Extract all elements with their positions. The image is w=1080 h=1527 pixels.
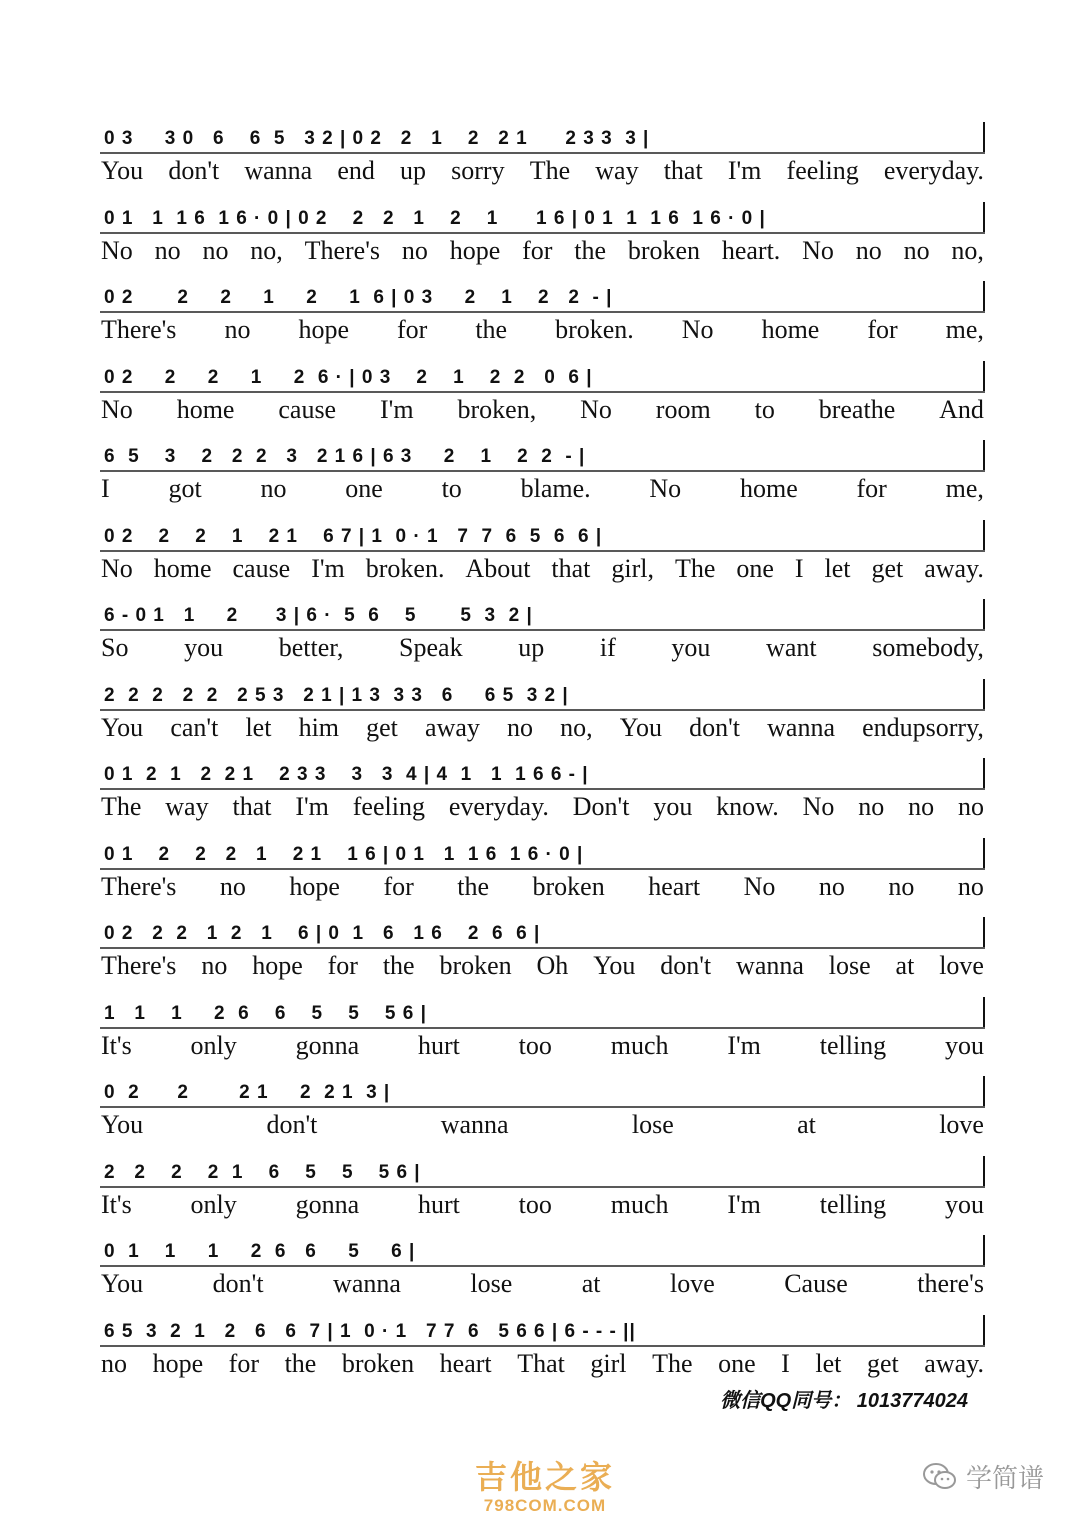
lyric-line <box>100 1110 985 1140</box>
lyric-word: away <box>425 712 480 742</box>
notation-text: 6 5 3 2 1 2 6 6 7 | 1 0 · 1 7 7 6 5 6 6 | 6 - - - || <box>104 1320 636 1342</box>
lyric-word: no <box>818 871 845 901</box>
lyric-word: love <box>669 1269 715 1298</box>
notation-line <box>100 438 985 472</box>
lyric-word: endupsorry, <box>862 712 984 742</box>
bar-line <box>983 758 985 788</box>
lyric-word: wanna <box>440 1110 509 1139</box>
lyric-word: home <box>176 394 235 424</box>
lyric-word: heart. <box>721 235 781 265</box>
lyric-word: lose <box>470 1269 513 1298</box>
lyric-word: for <box>228 1348 259 1378</box>
lyric-word: no <box>908 792 935 821</box>
lyric-word: for <box>396 315 428 344</box>
lyric-word: can't <box>170 712 219 742</box>
lyric-word: you <box>653 792 693 821</box>
lyric-word: you <box>945 1030 984 1060</box>
lyric-line <box>100 1349 985 1379</box>
score-system <box>100 597 985 675</box>
lyric-word: I'm <box>727 1030 761 1060</box>
lyric-word: No <box>101 553 133 583</box>
lyric-word: somebody, <box>872 633 984 662</box>
lyric-word: me, <box>945 315 984 344</box>
bar-line <box>983 281 985 311</box>
lyric-word: way <box>165 792 209 821</box>
beam-underline <box>100 1027 985 1029</box>
notation-text: 0 2 2 2 1 2 1 6 7 | 1 0 · 1 7 7 6 5 6 6 | <box>104 525 603 547</box>
lyric-line <box>100 554 985 584</box>
notation-text: 0 1 1 1 6 1 6 · 0 | 0 2 2 2 1 2 1 1 6 | 0 1 1 1 6 1 6 · 0 | <box>104 207 766 229</box>
lyric-word: no <box>260 474 287 503</box>
score-system <box>100 1313 985 1391</box>
lyric-word: love <box>939 1110 984 1139</box>
lyric-word: No <box>580 394 612 424</box>
lyric-word: for <box>383 871 414 901</box>
lyric-line <box>100 315 985 345</box>
notation-line <box>100 1233 985 1267</box>
lyric-word: no, <box>560 712 593 742</box>
notation-text: 0 1 1 1 2 6 6 5 6 | <box>104 1241 416 1262</box>
bar-line <box>983 599 985 629</box>
bar-line <box>983 679 985 709</box>
beam-underline <box>100 152 985 154</box>
lyric-word: I <box>781 1348 790 1378</box>
notation-line <box>100 1313 985 1347</box>
lyric-word: sorry <box>451 156 505 185</box>
bar-line <box>983 440 985 470</box>
lyric-word: So <box>101 633 129 662</box>
lyric-word: much <box>610 1030 669 1060</box>
beam-underline <box>100 550 985 552</box>
lyric-word: hope <box>449 235 501 265</box>
lyric-line <box>100 1269 985 1299</box>
notation-text: 6 - 0 1 1 2 3 | 6 · 5 6 5 5 3 2 | <box>104 605 533 626</box>
lyric-word: him <box>298 712 340 742</box>
lyric-word: get <box>866 1348 899 1378</box>
lyric-word: home <box>761 315 820 344</box>
lyric-word: there's <box>917 1269 984 1298</box>
lyric-line <box>100 156 985 186</box>
notation-line <box>100 120 985 154</box>
lyric-word: to <box>754 394 775 424</box>
score-system <box>100 359 985 437</box>
lyric-word: me, <box>945 474 984 503</box>
lyric-word: The <box>674 553 716 583</box>
lyric-word: heart <box>648 871 701 901</box>
bar-line <box>983 122 985 152</box>
lyric-word: There's <box>101 315 177 344</box>
lyric-word: There's <box>101 871 177 901</box>
lyric-word: lose <box>828 951 871 980</box>
notation-line <box>100 359 985 393</box>
notation-line <box>100 1154 985 1188</box>
lyric-word: no <box>202 235 229 265</box>
score-system <box>100 279 985 357</box>
lyric-word: no <box>219 871 246 901</box>
lyric-word: that <box>232 792 272 821</box>
lyric-word: I'm <box>380 394 414 424</box>
lyric-word: You <box>101 712 144 742</box>
lyric-word: no <box>957 792 984 821</box>
score-system <box>100 1154 985 1232</box>
lyric-word: the <box>574 235 606 265</box>
lyric-line <box>100 395 985 425</box>
lyric-word: don't <box>266 1110 318 1139</box>
lyric-word: There's <box>304 235 381 265</box>
lyric-word: you <box>671 633 711 662</box>
watermark-title: 吉他之家 <box>474 1459 615 1495</box>
lyric-word: It's <box>101 1189 132 1219</box>
lyric-word: I'm <box>727 1189 761 1219</box>
lyric-word: that <box>663 156 703 185</box>
lyric-word: no, <box>250 235 283 265</box>
lyric-line <box>100 474 985 504</box>
lyric-word: girl <box>590 1348 627 1378</box>
score-system <box>100 995 985 1073</box>
lyric-word: hope <box>252 951 303 980</box>
lyric-word: I'm <box>311 553 345 583</box>
lyric-word: telling <box>819 1189 887 1219</box>
lyric-word: for <box>522 235 553 265</box>
site-watermark <box>470 1452 620 1516</box>
lyric-word: gonna <box>295 1189 360 1219</box>
lyric-word: no <box>401 235 428 265</box>
lyric-word: you <box>184 633 224 662</box>
lyric-word: Speak <box>399 633 463 662</box>
score-system <box>100 438 985 516</box>
lyric-word: too <box>518 1030 552 1060</box>
lyric-word: home <box>153 553 212 583</box>
lyric-word: No <box>802 792 835 821</box>
lyric-line <box>100 633 985 663</box>
lyric-word: heart <box>439 1348 492 1378</box>
notation-line <box>100 836 985 870</box>
lyric-word: the <box>382 951 415 980</box>
lyric-word: And <box>939 394 984 424</box>
beam-underline <box>100 232 985 234</box>
lyric-word: up <box>518 633 545 662</box>
score-system <box>100 518 985 596</box>
lyric-line <box>100 1031 985 1061</box>
wechat-icon <box>922 1461 958 1493</box>
lyric-word: love <box>939 951 984 980</box>
notation-text: 0 1 2 1 2 2 1 2 3 3 3 3 4 | 4 1 1 1 6 6 - | <box>104 764 589 785</box>
score-system <box>100 1233 985 1311</box>
lyric-word: don't <box>168 156 220 185</box>
lyric-word: That <box>517 1348 565 1378</box>
notation-line <box>100 756 985 790</box>
lyric-word: at <box>581 1269 601 1298</box>
lyric-word: breathe <box>818 394 896 424</box>
lyric-line <box>100 1190 985 1220</box>
lyric-word: cause <box>278 394 337 424</box>
notation-line <box>100 1074 985 1108</box>
lyric-word: get <box>366 712 398 742</box>
lyric-word: No <box>101 235 133 265</box>
bar-line <box>983 917 985 947</box>
lyric-word: away. <box>924 1348 984 1378</box>
score-system <box>100 756 985 834</box>
lyric-word: No <box>649 474 682 503</box>
lyric-word: that <box>551 553 591 583</box>
lyric-word: no <box>154 235 181 265</box>
lyric-word: broken. <box>365 553 445 583</box>
lyric-word: everyday. <box>883 156 984 185</box>
lyric-word: You <box>593 951 636 980</box>
lyric-word: It's <box>101 1030 132 1060</box>
lyric-word: for <box>327 951 358 980</box>
notation-line <box>100 518 985 552</box>
lyric-word: better, <box>278 633 344 662</box>
lyric-word: no <box>888 871 915 901</box>
lyric-word: only <box>190 1189 237 1219</box>
beam-underline <box>100 1186 985 1188</box>
lyric-line <box>100 792 985 822</box>
lyric-word: You <box>101 156 144 185</box>
lyric-word: cause <box>232 553 291 583</box>
lyric-word: to <box>441 474 462 503</box>
lyric-word: I <box>794 553 804 583</box>
lyric-word: broken <box>439 951 512 980</box>
lyric-word: one <box>718 1348 756 1378</box>
lyric-word: About <box>465 553 531 583</box>
lyric-word: broken <box>532 871 605 901</box>
lyric-word: don't <box>689 712 740 742</box>
lyric-word: no <box>957 871 984 901</box>
lyric-word: no <box>903 235 930 265</box>
lyric-word: You <box>101 1110 144 1139</box>
notation-line <box>100 915 985 949</box>
lyric-word: broken <box>341 1348 415 1378</box>
lyric-word: no <box>101 1348 127 1378</box>
lyric-word: the <box>284 1348 317 1378</box>
beam-underline <box>100 1106 985 1108</box>
lyric-word: The <box>652 1348 693 1378</box>
notation-text: 0 3 3 0 6 6 5 3 2 | 0 2 2 1 2 2 1 2 3 3 3 | <box>104 128 650 149</box>
lyric-word: lose <box>631 1110 674 1139</box>
lyric-word: want <box>766 633 817 662</box>
notation-line <box>100 677 985 711</box>
lyric-word: no <box>858 792 885 821</box>
bar-line <box>983 1156 985 1186</box>
lyric-word: know. <box>716 792 779 821</box>
notation-text: 0 1 2 2 2 1 2 1 1 6 | 0 1 1 1 6 1 6 · 0 | <box>104 843 584 865</box>
lyric-word: Don't <box>572 792 630 821</box>
score-system <box>100 120 985 198</box>
lyric-word: You <box>619 712 662 742</box>
lyric-word: only <box>190 1030 237 1060</box>
lyric-word: for <box>856 474 887 503</box>
lyric-word: away. <box>924 553 984 583</box>
lyric-word: broken <box>627 235 701 265</box>
notation-text: 0 2 2 2 1 2 1 6 | 0 1 6 1 6 2 6 6 | <box>104 923 541 944</box>
lyric-word: wanna <box>736 951 804 980</box>
bar-line <box>983 520 985 550</box>
lyric-word: I'm <box>727 156 762 185</box>
lyric-word: hurt <box>417 1189 460 1219</box>
lyric-word: everyday. <box>448 792 549 821</box>
score-system <box>100 200 985 278</box>
account-badge <box>922 1458 1044 1495</box>
lyric-word: broken. <box>555 315 634 344</box>
lyric-word: no, <box>951 235 984 265</box>
lyric-word: up <box>400 156 427 185</box>
lyric-word: let <box>824 553 851 583</box>
lyric-word: no <box>855 235 882 265</box>
lyric-word: No <box>802 235 834 265</box>
lyric-word: the <box>457 871 490 901</box>
lyric-word: if <box>599 633 616 662</box>
lyric-word: The <box>529 156 571 185</box>
notation-text: 0 2 2 2 1 2 6 · | 0 3 2 1 2 2 0 6 | <box>104 366 593 388</box>
lyric-word: home <box>739 474 798 503</box>
beam-underline <box>100 947 985 949</box>
lyric-word: You <box>101 1269 144 1298</box>
notation-text: 2 2 2 2 1 6 5 5 5 6 | <box>104 1161 421 1183</box>
lyric-word: end <box>337 156 375 185</box>
bar-line <box>983 1076 985 1106</box>
lyric-word: There's <box>101 951 177 980</box>
bar-line <box>983 361 985 391</box>
beam-underline <box>100 709 985 711</box>
bar-line <box>983 838 985 868</box>
lyric-word: let <box>815 1348 842 1378</box>
lyric-word: hurt <box>417 1030 460 1060</box>
lyric-line <box>100 236 985 266</box>
contact-info: 微信QQ同号： 1013774024 <box>720 1390 968 1412</box>
beam-underline <box>100 629 985 631</box>
lyric-word: hope <box>298 315 349 344</box>
beam-underline <box>100 311 985 313</box>
beam-underline <box>100 788 985 790</box>
lyric-word: gonna <box>295 1030 360 1060</box>
lyric-word: no <box>224 315 251 344</box>
lyric-word: the <box>475 315 508 344</box>
bar-line <box>983 997 985 1027</box>
lyric-word: feeling <box>352 792 425 821</box>
lyric-word: at <box>895 951 915 980</box>
score-system <box>100 677 985 755</box>
lyric-word: feeling <box>786 156 859 185</box>
lyric-word: way <box>595 156 639 185</box>
beam-underline <box>100 470 985 472</box>
lyric-word: girl, <box>611 553 654 583</box>
lyric-word: wanna <box>767 712 835 742</box>
lyric-word: one <box>736 553 774 583</box>
notation-line <box>100 279 985 313</box>
lyric-word: much <box>610 1189 669 1219</box>
lyric-word: at <box>797 1110 816 1139</box>
lyric-word: No <box>101 394 133 424</box>
lyric-line <box>100 872 985 902</box>
bar-line <box>983 202 985 232</box>
beam-underline <box>100 868 985 870</box>
beam-underline <box>100 391 985 393</box>
lyric-word: got <box>168 474 202 503</box>
notation-text: 6 5 3 2 2 2 3 2 1 6 | 6 3 2 1 2 2 - | <box>104 446 586 467</box>
score-system <box>100 836 985 914</box>
lyric-line <box>100 713 985 743</box>
lyric-word: I <box>101 474 110 503</box>
lyric-word: one <box>345 474 383 503</box>
lyric-word: Cause <box>784 1269 848 1298</box>
notation-text: 2 2 2 2 2 2 5 3 2 1 | 1 3 3 3 6 6 5 3 2 | <box>104 684 569 706</box>
lyric-word: for <box>867 315 898 344</box>
bar-line <box>983 1235 985 1265</box>
notation-text: 0 2 2 2 1 2 2 1 3 | <box>104 1082 391 1103</box>
watermark-url: 798COM.COM <box>483 1496 607 1515</box>
lyric-word: room <box>655 394 711 424</box>
notation-text: 1 1 1 2 6 6 5 5 5 6 | <box>104 1002 427 1024</box>
score-system <box>100 915 985 993</box>
bar-line <box>983 1315 985 1345</box>
lyric-word: broken, <box>457 394 537 424</box>
lyric-word: telling <box>819 1030 887 1060</box>
lyric-word: The <box>101 792 142 821</box>
lyric-word: No <box>681 315 714 344</box>
lyric-word: hope <box>289 871 340 901</box>
lyric-word: I'm <box>295 792 329 821</box>
lyric-word: you <box>945 1189 984 1219</box>
account-name: 学简谱 <box>965 1464 1044 1494</box>
lyric-word: no <box>507 712 534 742</box>
lyric-word: no <box>201 951 228 980</box>
lyric-word: wanna <box>333 1269 401 1298</box>
notation-text: 0 2 2 2 1 2 1 6 | 0 3 2 1 2 2 - | <box>104 287 613 308</box>
lyric-word: Oh <box>536 951 569 980</box>
lyric-word: let <box>245 712 272 742</box>
notation-line <box>100 995 985 1029</box>
lyric-word: wanna <box>244 156 313 185</box>
lyric-line <box>100 951 985 981</box>
lyric-word: blame. <box>520 474 591 503</box>
lyric-word: don't <box>660 951 712 980</box>
lyric-word: too <box>518 1189 552 1219</box>
beam-underline <box>100 1345 985 1347</box>
lyric-word: get <box>871 553 904 583</box>
notation-line <box>100 200 985 234</box>
beam-underline <box>100 1265 985 1267</box>
lyric-word: don't <box>212 1269 264 1298</box>
lyric-word: hope <box>152 1348 204 1378</box>
score-system <box>100 1074 985 1152</box>
lyric-word: No <box>743 871 776 901</box>
notation-line <box>100 597 985 631</box>
